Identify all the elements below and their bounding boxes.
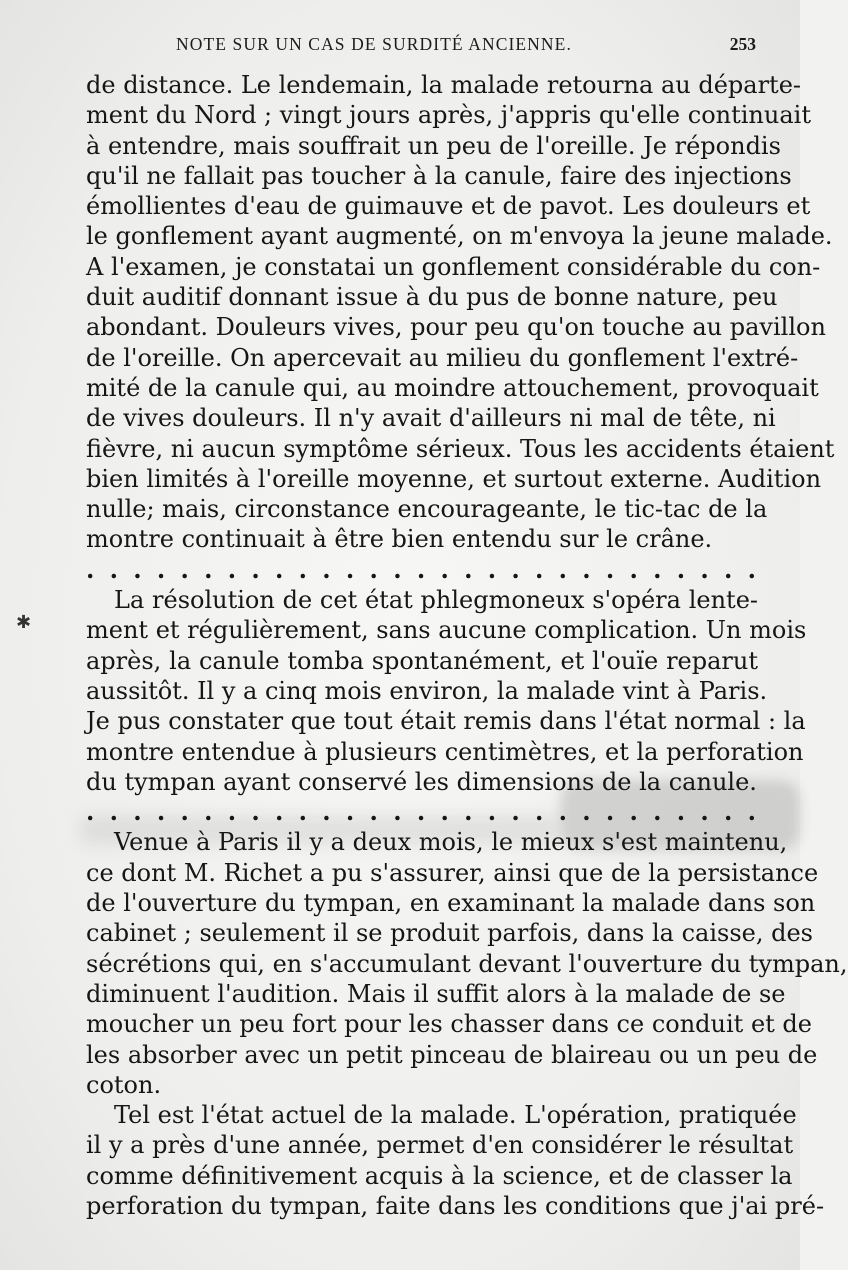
text-line: diminuent l'audition. Mais il suffit alors à la malade de se (86, 979, 786, 1008)
text-line: fièvre, ni aucun symptôme sérieux. Tous les accidents étaient (86, 434, 835, 463)
text-line: bien limités à l'oreille moyenne, et surtout externe. Audition (86, 464, 822, 493)
text-line: La résolution de cet état phlegmoneux s'opéra lente- (114, 586, 758, 615)
text-line: les absorber avec un petit pinceau de blaireau ou un peu de (86, 1040, 818, 1069)
text-line: abondant. Douleurs vives, pour peu qu'on touche au pavillon (86, 313, 826, 342)
text-line: moucher un peu fort pour les chasser dans ce conduit et de (86, 1010, 812, 1039)
text-line: de vives douleurs. Il n'y avait d'ailleurs ni mal de tête, ni (86, 404, 776, 433)
text-line: Tel est l'état actuel de la malade. L'opération, pratiquée (114, 1101, 797, 1130)
text-line: le gonflement ayant augmenté, on m'envoya la jeune malade. (86, 222, 833, 251)
text-line: ment du Nord ; vingt jours après, j'appris qu'elle continuait (86, 101, 811, 130)
text-line: comme définitivement acquis à la science, et de classer la (86, 1161, 793, 1190)
text-line: montre continuait à être bien entendu sur le crâne. (86, 525, 713, 554)
page-body (86, 70, 848, 1221)
text-line: aussitôt. Il y a cinq mois environ, la malade vint à Paris. (86, 676, 768, 705)
dotted-separator: . . . . . . . . . . . . . . . . . . . . . . . . . . . . . (86, 797, 758, 827)
text-line: Venue à Paris il y a deux mois, le mieux s'est maintenu, (114, 828, 788, 857)
text-line: il y a près d'une année, permet d'en considérer le résultat (86, 1131, 794, 1160)
text-line: Je pus constater que tout était remis dans l'état normal : la (86, 707, 806, 736)
text-line: montre entendue à plusieurs centimètres, et la perforation (86, 737, 804, 766)
text-line: ment et régulièrement, sans aucune complication. Un mois (86, 616, 807, 645)
text-line: coton. (86, 1070, 162, 1099)
text-line: ce dont M. Richet a pu s'assurer, ainsi que de la persistance (86, 858, 819, 887)
text-line: perforation du tympan, faite dans les conditions que j'ai pré- (86, 1191, 825, 1220)
running-header (176, 34, 756, 60)
paragraph-3 (86, 827, 848, 1100)
dotted-separator: . . . . . . . . . . . . . . . . . . . . . . . . . . . . . (86, 554, 758, 584)
text-line: sécrétions qui, en s'accumulant devant l'ouverture du tympan, (86, 949, 848, 978)
text-line: émollientes d'eau de guimauve et de pavot. Les douleurs et (86, 192, 811, 221)
margin-mark: ✱ (16, 612, 32, 633)
text-line: du tympan ayant conservé les dimensions de la canule. (86, 767, 757, 796)
text-line: mité de la canule qui, au moindre attouchement, provoquait (86, 373, 819, 402)
text-line: duit auditif donnant issue à du pus de bonne nature, peu (86, 283, 778, 312)
text-line: qu'il ne fallait pas toucher à la canule, faire des injections (86, 161, 792, 190)
text-line: après, la canule tomba spontanément, et l'ouïe reparut (86, 646, 758, 675)
text-line: nulle; mais, circonstance encourageante, le tic-tac de la (86, 495, 768, 524)
paragraph-1 (86, 70, 835, 555)
text-line: de l'oreille. On apercevait au milieu du gonflement l'extré- (86, 343, 799, 372)
paragraph-4 (86, 1100, 825, 1221)
text-line: cabinet ; seulement il se produit parfois, dans la caisse, des (86, 919, 813, 948)
running-title: NOTE SUR UN CAS DE SURDITÉ ANCIENNE. (176, 34, 572, 54)
paragraph-2 (86, 585, 807, 797)
text-line: de distance. Le lendemain, la malade retourna au départe- (86, 71, 802, 99)
text-line: A l'examen, je constatai un gonflement considérable du con- (86, 252, 821, 281)
text-line: de l'ouverture du tympan, en examinant la malade dans son (86, 889, 816, 918)
page-number: 253 (729, 34, 756, 54)
text-line: à entendre, mais souffrait un peu de l'oreille. Je répondis (86, 131, 781, 160)
